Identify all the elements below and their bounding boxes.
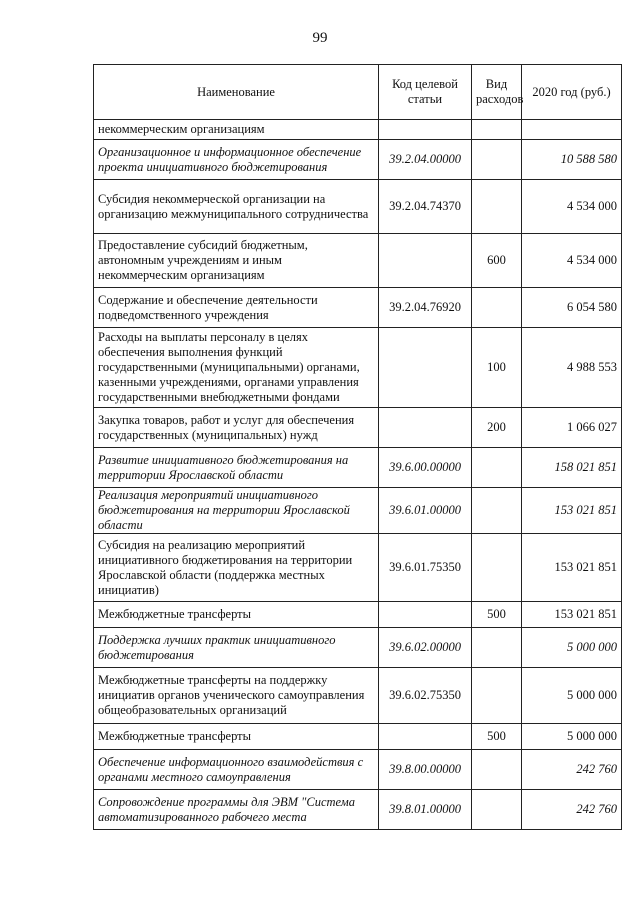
row-code: 39.8.00.00000 <box>379 750 472 790</box>
row-expense-type <box>472 668 522 724</box>
row-expense-type <box>472 628 522 668</box>
row-code: 39.8.01.00000 <box>379 790 472 830</box>
table-row <box>94 750 622 790</box>
row-expense-type: 500 <box>472 724 522 750</box>
row-name: Межбюджетные трансферты <box>94 602 379 628</box>
row-name: Организационное и информационное обеспечение проекта инициативного бюджетирования <box>94 140 379 180</box>
header-name: Наименование <box>94 65 379 120</box>
row-expense-type: 500 <box>472 602 522 628</box>
table-row <box>94 234 622 288</box>
row-name: Закупка товаров, работ и услуг для обеспечения государственных (муниципальных) нужд <box>94 408 379 448</box>
table-row <box>94 602 622 628</box>
row-expense-type <box>472 180 522 234</box>
row-name: Субсидия на реализацию мероприятий инициативного бюджетирования на территории Ярославской области (поддержка местных инициатив) <box>94 534 379 602</box>
row-amount: 1 066 027 <box>522 408 622 448</box>
row-code <box>379 328 472 408</box>
row-amount <box>522 120 622 140</box>
row-code: 39.2.04.00000 <box>379 140 472 180</box>
row-expense-type <box>472 488 522 534</box>
row-amount: 242 760 <box>522 790 622 830</box>
row-code: 39.2.04.74370 <box>379 180 472 234</box>
row-name: Развитие инициативного бюджетирования на территории Ярославской области <box>94 448 379 488</box>
row-name: Расходы на выплаты персоналу в целях обеспечения выполнения функций государственными (муниципальными) органами, казенными учреждениями, органами управления государственными внебюджетными фондами <box>94 328 379 408</box>
table-row <box>94 534 622 602</box>
row-code <box>379 602 472 628</box>
table-header-row <box>94 65 622 120</box>
row-amount: 4 534 000 <box>522 180 622 234</box>
table-row <box>94 328 622 408</box>
table-row <box>94 448 622 488</box>
table-row <box>94 120 622 140</box>
row-expense-type <box>472 120 522 140</box>
row-code: 39.6.01.75350 <box>379 534 472 602</box>
row-amount: 5 000 000 <box>522 628 622 668</box>
header-expense-type: Вид расходов <box>472 65 522 120</box>
row-code <box>379 120 472 140</box>
row-code: 39.6.02.75350 <box>379 668 472 724</box>
table-row <box>94 288 622 328</box>
table-row <box>94 724 622 750</box>
row-expense-type <box>472 288 522 328</box>
row-name: Межбюджетные трансферты <box>94 724 379 750</box>
table-row <box>94 140 622 180</box>
table-row <box>94 488 622 534</box>
budget-table <box>93 64 622 830</box>
table-row <box>94 790 622 830</box>
row-amount: 153 021 851 <box>522 488 622 534</box>
row-expense-type <box>472 790 522 830</box>
header-code: Код целевой статьи <box>379 65 472 120</box>
row-expense-type: 200 <box>472 408 522 448</box>
row-amount: 153 021 851 <box>522 602 622 628</box>
table-row <box>94 408 622 448</box>
row-amount: 6 054 580 <box>522 288 622 328</box>
row-expense-type <box>472 140 522 180</box>
row-name: некоммерческим организациям <box>94 120 379 140</box>
row-amount: 153 021 851 <box>522 534 622 602</box>
row-expense-type <box>472 448 522 488</box>
row-code: 39.2.04.76920 <box>379 288 472 328</box>
row-code: 39.6.02.00000 <box>379 628 472 668</box>
row-name: Сопровождение программы для ЭВМ "Система автоматизированного рабочего места <box>94 790 379 830</box>
row-amount: 158 021 851 <box>522 448 622 488</box>
row-expense-type <box>472 750 522 790</box>
row-amount: 5 000 000 <box>522 668 622 724</box>
row-amount: 242 760 <box>522 750 622 790</box>
header-amount: 2020 год (руб.) <box>522 65 622 120</box>
table-row <box>94 180 622 234</box>
page-number: 99 <box>312 30 328 46</box>
row-expense-type: 600 <box>472 234 522 288</box>
row-amount: 4 988 553 <box>522 328 622 408</box>
row-amount: 5 000 000 <box>522 724 622 750</box>
row-code: 39.6.01.00000 <box>379 488 472 534</box>
row-name: Реализация мероприятий инициативного бюджетирования на территории Ярославской области <box>94 488 379 534</box>
row-code <box>379 234 472 288</box>
row-name: Предоставление субсидий бюджетным, автономным учреждениям и иным некоммерческим организациям <box>94 234 379 288</box>
row-code <box>379 724 472 750</box>
table-row <box>94 668 622 724</box>
row-name: Межбюджетные трансферты на поддержку инициатив органов ученического самоуправления общеобразовательных организаций <box>94 668 379 724</box>
row-code <box>379 408 472 448</box>
row-expense-type <box>472 534 522 602</box>
row-expense-type: 100 <box>472 328 522 408</box>
row-name: Поддержка лучших практик инициативного бюджетирования <box>94 628 379 668</box>
table-row <box>94 628 622 668</box>
row-name: Субсидия некоммерческой организации на организацию межмуниципального сотрудничества <box>94 180 379 234</box>
row-amount: 4 534 000 <box>522 234 622 288</box>
row-name: Обеспечение информационного взаимодействия с органами местного самоуправления <box>94 750 379 790</box>
row-code: 39.6.00.00000 <box>379 448 472 488</box>
row-amount: 10 588 580 <box>522 140 622 180</box>
row-name: Содержание и обеспечение деятельности подведомственного учреждения <box>94 288 379 328</box>
